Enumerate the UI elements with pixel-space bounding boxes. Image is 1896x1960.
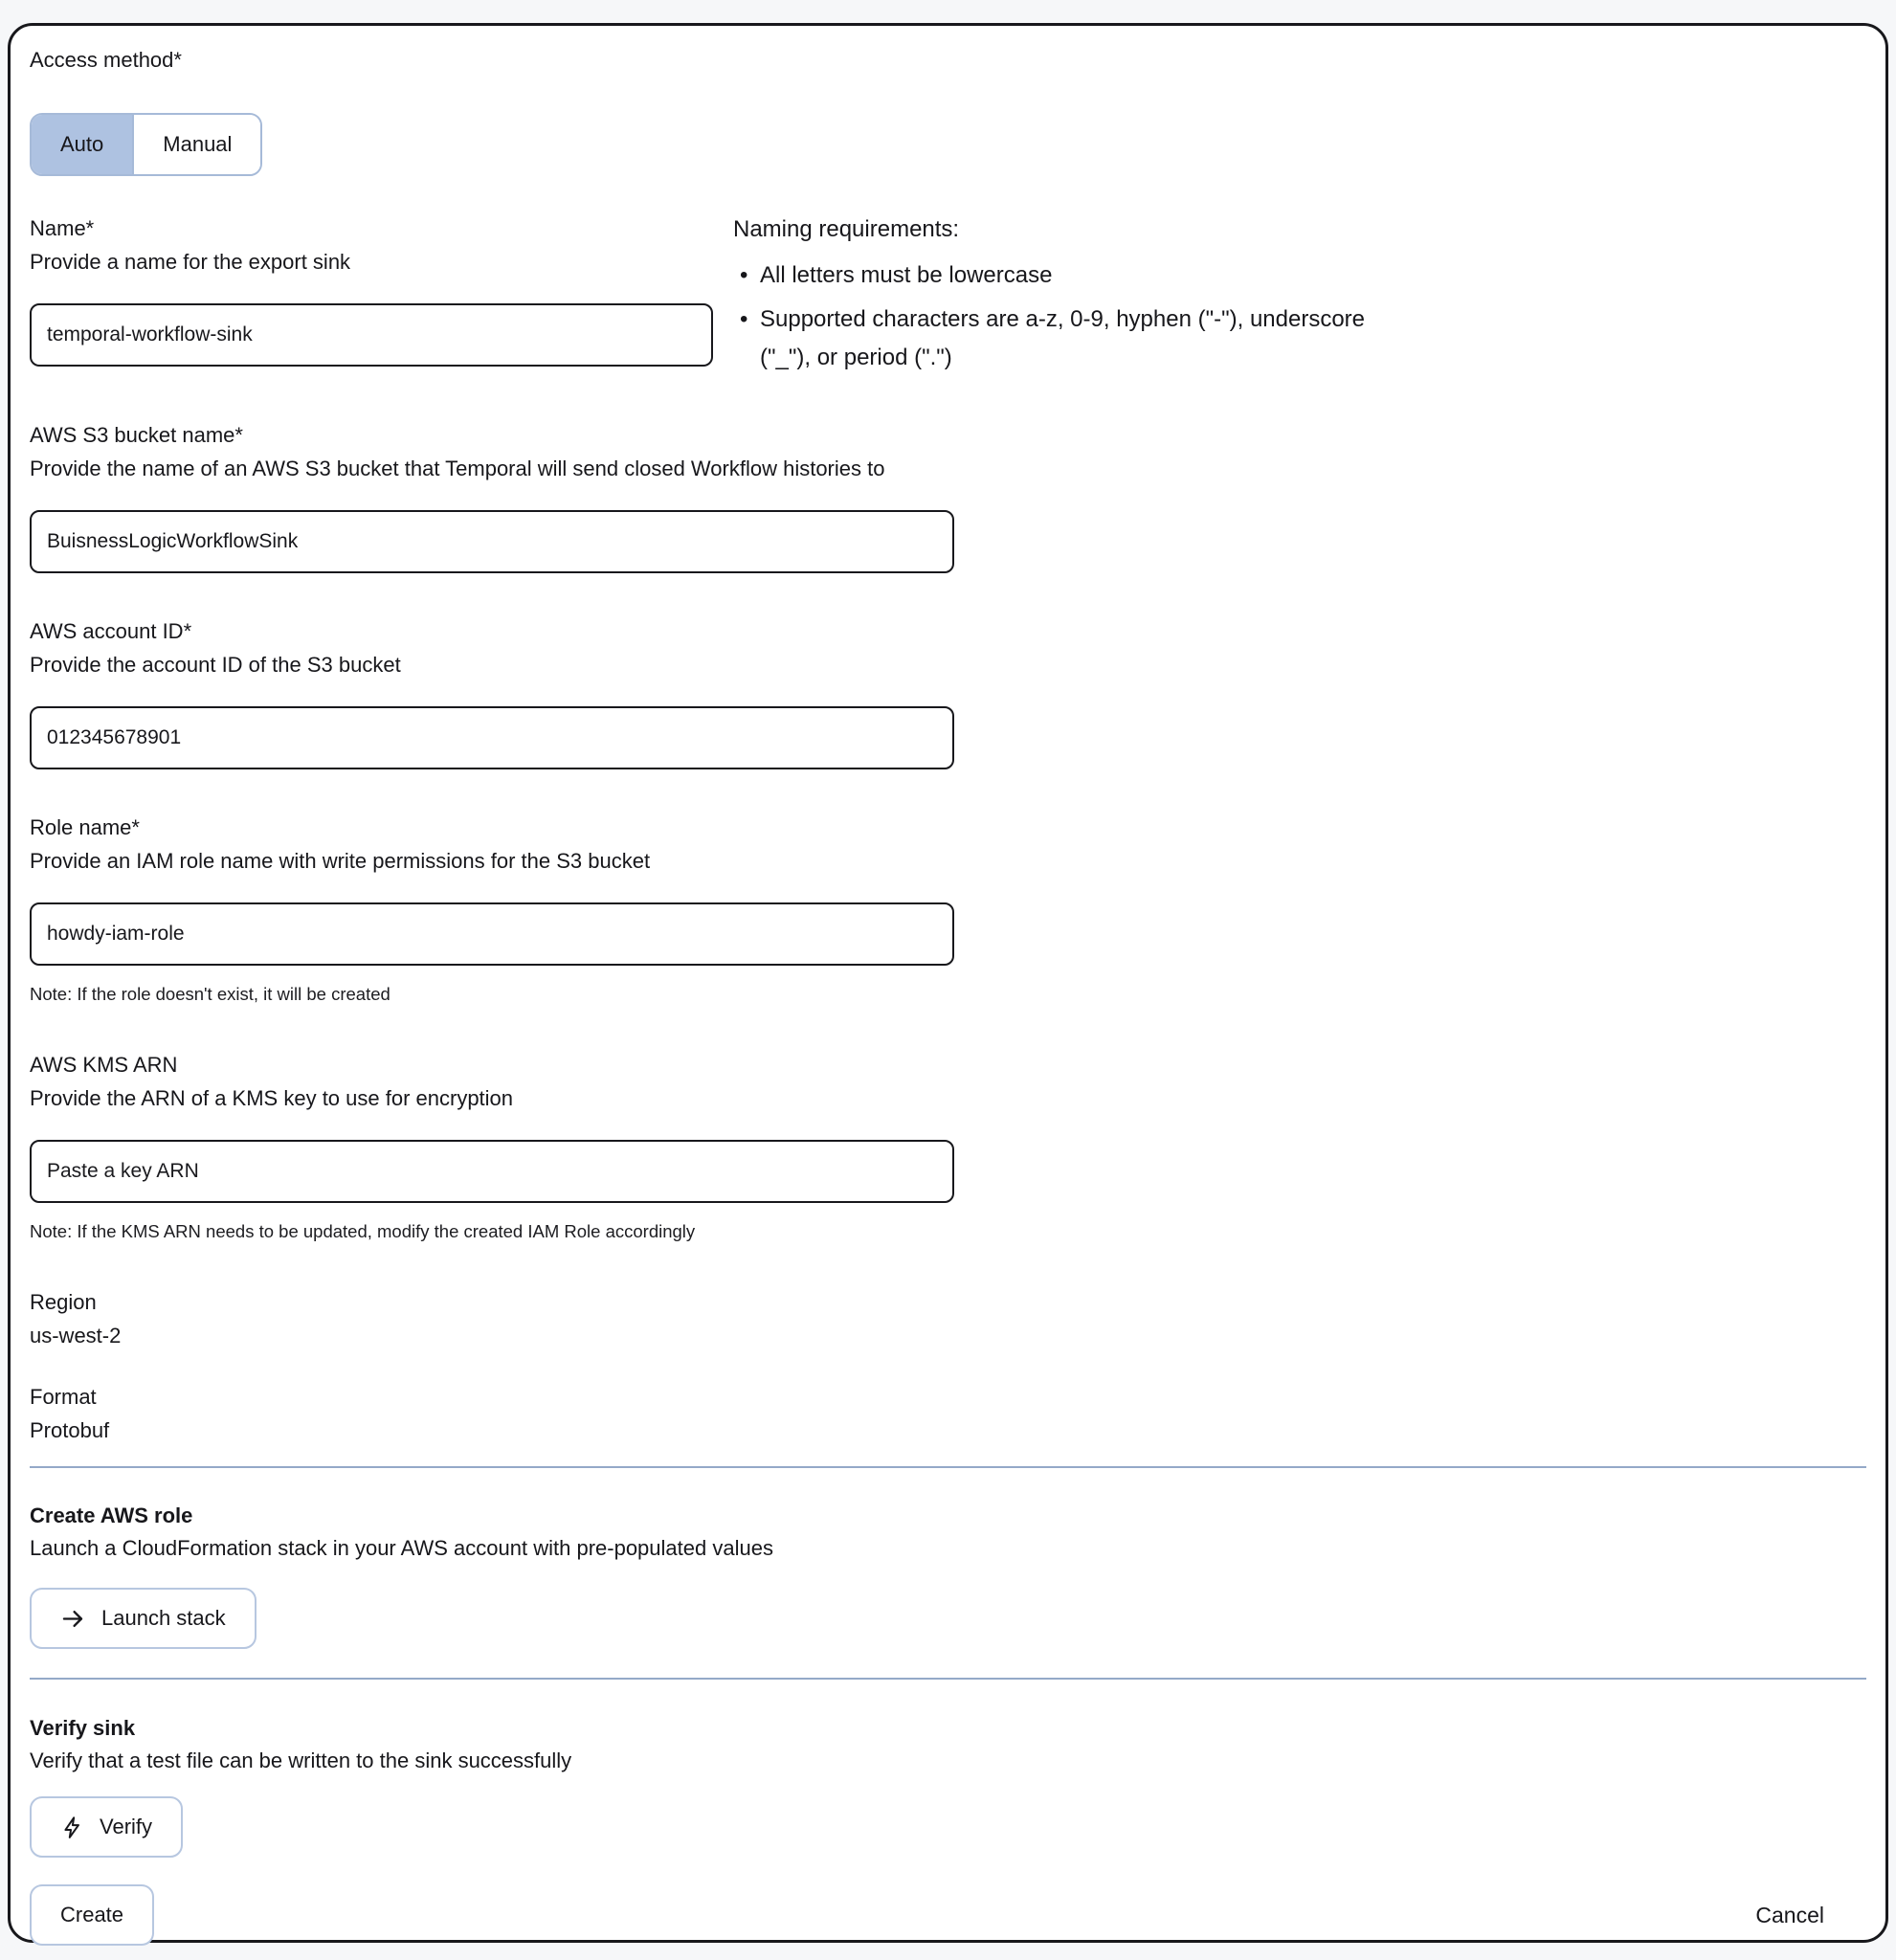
region-label: Region xyxy=(30,1290,97,1314)
naming-requirements xyxy=(733,214,1413,377)
region-value: us-west-2 xyxy=(30,1324,122,1348)
create-aws-role-description: Launch a CloudFormation stack in your AWS account with pre-populated values xyxy=(30,1536,773,1560)
cancel-button[interactable]: Cancel xyxy=(1755,1902,1824,1927)
region-group xyxy=(30,1288,1866,1350)
create-aws-role-title: Create AWS role xyxy=(30,1503,193,1527)
access-method-auto-button[interactable]: Auto xyxy=(32,115,132,174)
lightning-bolt-icon xyxy=(60,1815,84,1839)
kms-arn-label: AWS KMS ARN xyxy=(30,1053,178,1077)
arrow-right-icon xyxy=(60,1606,86,1632)
role-name-description: Provide an IAM role name with write permissions for the S3 bucket xyxy=(30,849,651,873)
section-divider xyxy=(30,1466,1866,1468)
naming-requirements-heading: Naming requirements: xyxy=(733,216,960,242)
name-field-group xyxy=(30,214,713,367)
name-and-requirements-row xyxy=(30,214,1866,377)
aws-account-id-input[interactable] xyxy=(30,706,954,769)
kms-arn-field-group xyxy=(30,1051,1866,1244)
naming-requirement-item: • All letters must be lowercase xyxy=(733,256,1413,295)
aws-account-id-label: AWS account ID* xyxy=(30,619,192,643)
naming-requirement-item: • Supported characters are a-z, 0-9, hyphen ("-"), underscore ("_"), or period (".") xyxy=(733,301,1413,377)
s3-bucket-field-group xyxy=(30,421,1866,573)
create-export-sink-form xyxy=(8,23,1888,1943)
format-group xyxy=(30,1383,1866,1445)
kms-arn-input[interactable] xyxy=(30,1140,954,1203)
format-label: Format xyxy=(30,1385,97,1409)
role-name-label: Role name* xyxy=(30,815,140,839)
name-description: Provide a name for the export sink xyxy=(30,250,351,274)
verify-sink-description: Verify that a test file can be written to the sink successfully xyxy=(30,1748,572,1772)
aws-account-id-description: Provide the account ID of the S3 bucket xyxy=(30,653,401,677)
kms-arn-description: Provide the ARN of a KMS key to use for encryption xyxy=(30,1086,514,1110)
kms-arn-note: Note: If the KMS ARN needs to be updated, modify the created IAM Role accordingly xyxy=(30,1221,696,1241)
section-divider xyxy=(30,1678,1866,1680)
access-method-manual-button[interactable]: Manual xyxy=(132,115,260,174)
name-label: Name* xyxy=(30,216,95,240)
role-name-note: Note: If the role doesn't exist, it will be created xyxy=(30,984,390,1004)
role-name-field-group xyxy=(30,813,1866,1007)
verify-sink-title: Verify sink xyxy=(30,1716,136,1740)
launch-stack-button-label: Launch stack xyxy=(101,1606,226,1630)
verify-button[interactable] xyxy=(30,1796,183,1858)
create-button-label: Create xyxy=(60,1903,124,1927)
access-method-toggle xyxy=(30,113,262,176)
s3-bucket-label: AWS S3 bucket name* xyxy=(30,423,243,447)
create-button[interactable] xyxy=(30,1884,154,1946)
verify-button-label: Verify xyxy=(100,1815,153,1838)
form-footer xyxy=(30,1884,1866,1946)
role-name-input[interactable] xyxy=(30,902,954,966)
name-input[interactable] xyxy=(30,303,713,367)
access-method-label: Access method* xyxy=(30,48,182,72)
launch-stack-button[interactable] xyxy=(30,1588,257,1649)
s3-bucket-description: Provide the name of an AWS S3 bucket that Temporal will send closed Workflow histories to xyxy=(30,457,885,480)
format-value: Protobuf xyxy=(30,1418,110,1442)
s3-bucket-name-input[interactable] xyxy=(30,510,954,573)
naming-requirements-list xyxy=(733,256,1413,377)
aws-account-field-group xyxy=(30,617,1866,769)
